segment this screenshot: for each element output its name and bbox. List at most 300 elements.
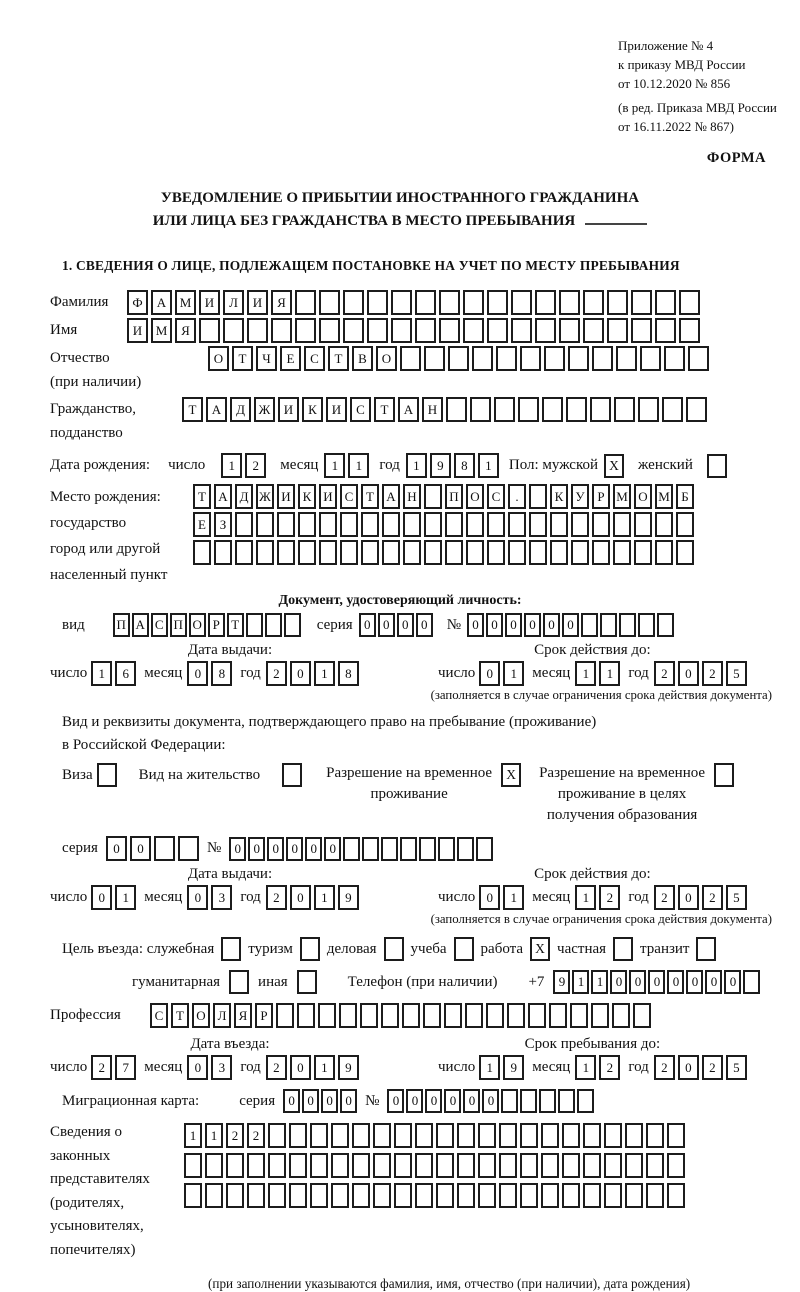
char-cell[interactable]: 8: [454, 453, 475, 478]
char-cell[interactable]: [246, 613, 263, 637]
business-checkbox[interactable]: [221, 937, 241, 961]
char-cell[interactable]: [562, 1153, 580, 1178]
char-cell[interactable]: [361, 540, 379, 565]
char-cell[interactable]: [205, 1153, 223, 1178]
char-cell[interactable]: [613, 540, 631, 565]
char-cell[interactable]: [655, 540, 673, 565]
char-cell[interactable]: И: [247, 290, 268, 315]
char-cell[interactable]: [571, 512, 589, 537]
char-cell[interactable]: [476, 837, 493, 861]
char-cell[interactable]: [472, 346, 493, 371]
char-cell[interactable]: 2: [702, 885, 723, 910]
char-cell[interactable]: [518, 397, 539, 422]
tourism-checkbox[interactable]: [300, 937, 320, 961]
char-cell[interactable]: У: [571, 484, 589, 509]
char-cell[interactable]: [559, 318, 580, 343]
char-cell[interactable]: [310, 1153, 328, 1178]
char-cell[interactable]: 0: [305, 837, 322, 861]
char-cell[interactable]: [520, 1089, 537, 1113]
char-cell[interactable]: 0: [724, 970, 741, 994]
char-cell[interactable]: [415, 290, 436, 315]
char-cell[interactable]: [340, 540, 358, 565]
char-cell[interactable]: И: [319, 484, 337, 509]
char-cell[interactable]: И: [127, 318, 148, 343]
char-cell[interactable]: [298, 540, 316, 565]
char-cell[interactable]: 0: [290, 661, 311, 686]
char-cell[interactable]: 1: [221, 453, 242, 478]
other-purpose-checkbox[interactable]: [297, 970, 317, 994]
char-cell[interactable]: [529, 484, 547, 509]
char-cell[interactable]: [400, 346, 421, 371]
char-cell[interactable]: 3: [211, 885, 232, 910]
char-cell[interactable]: [466, 512, 484, 537]
char-cell[interactable]: 0: [463, 1089, 480, 1113]
char-cell[interactable]: [520, 1183, 538, 1208]
char-cell[interactable]: [616, 346, 637, 371]
char-cell[interactable]: 3: [211, 1055, 232, 1080]
char-cell[interactable]: 5: [726, 661, 747, 686]
char-cell[interactable]: О: [189, 613, 206, 637]
char-cell[interactable]: [381, 1003, 399, 1028]
char-cell[interactable]: [520, 346, 541, 371]
char-cell[interactable]: 1: [348, 453, 369, 478]
char-cell[interactable]: [583, 290, 604, 315]
char-cell[interactable]: [625, 1153, 643, 1178]
char-cell[interactable]: [391, 290, 412, 315]
char-cell[interactable]: [604, 1123, 622, 1148]
char-cell[interactable]: [297, 1003, 315, 1028]
char-cell[interactable]: [235, 512, 253, 537]
char-cell[interactable]: [373, 1153, 391, 1178]
char-cell[interactable]: [535, 290, 556, 315]
char-cell[interactable]: 2: [702, 661, 723, 686]
char-cell[interactable]: Ф: [127, 290, 148, 315]
char-cell[interactable]: [373, 1123, 391, 1148]
char-cell[interactable]: 0: [416, 613, 433, 637]
char-cell[interactable]: [487, 540, 505, 565]
char-cell[interactable]: [487, 290, 508, 315]
char-cell[interactable]: 2: [226, 1123, 244, 1148]
char-cell[interactable]: 0: [290, 885, 311, 910]
char-cell[interactable]: [400, 837, 417, 861]
char-cell[interactable]: [362, 837, 379, 861]
char-cell[interactable]: [496, 346, 517, 371]
char-cell[interactable]: [310, 1123, 328, 1148]
char-cell[interactable]: [424, 512, 442, 537]
char-cell[interactable]: [478, 1153, 496, 1178]
char-cell[interactable]: 1: [575, 1055, 596, 1080]
char-cell[interactable]: [205, 1183, 223, 1208]
char-cell[interactable]: [247, 318, 268, 343]
private-checkbox[interactable]: [613, 937, 633, 961]
char-cell[interactable]: [310, 1183, 328, 1208]
char-cell[interactable]: [223, 318, 244, 343]
char-cell[interactable]: 2: [702, 1055, 723, 1080]
char-cell[interactable]: [646, 1123, 664, 1148]
edu-residence-checkbox[interactable]: [714, 763, 734, 787]
char-cell[interactable]: [470, 397, 491, 422]
char-cell[interactable]: Л: [213, 1003, 231, 1028]
char-cell[interactable]: 2: [654, 885, 675, 910]
char-cell[interactable]: [268, 1123, 286, 1148]
char-cell[interactable]: 5: [726, 885, 747, 910]
char-cell[interactable]: [343, 318, 364, 343]
char-cell[interactable]: О: [466, 484, 484, 509]
char-cell[interactable]: 2: [654, 661, 675, 686]
char-cell[interactable]: 2: [91, 1055, 112, 1080]
char-cell[interactable]: [528, 1003, 546, 1028]
char-cell[interactable]: [394, 1153, 412, 1178]
char-cell[interactable]: [549, 1003, 567, 1028]
char-cell[interactable]: 0: [91, 885, 112, 910]
char-cell[interactable]: 0: [425, 1089, 442, 1113]
char-cell[interactable]: [541, 1153, 559, 1178]
char-cell[interactable]: [415, 1123, 433, 1148]
char-cell[interactable]: [676, 512, 694, 537]
char-cell[interactable]: О: [208, 346, 229, 371]
char-cell[interactable]: [436, 1183, 454, 1208]
char-cell[interactable]: [638, 397, 659, 422]
char-cell[interactable]: 1: [314, 885, 335, 910]
char-cell[interactable]: [667, 1183, 685, 1208]
char-cell[interactable]: 1: [91, 661, 112, 686]
char-cell[interactable]: [289, 1123, 307, 1148]
char-cell[interactable]: [562, 1183, 580, 1208]
char-cell[interactable]: [424, 346, 445, 371]
char-cell[interactable]: [604, 1183, 622, 1208]
char-cell[interactable]: 1: [314, 661, 335, 686]
char-cell[interactable]: [646, 1183, 664, 1208]
char-cell[interactable]: К: [302, 397, 323, 422]
char-cell[interactable]: [487, 512, 505, 537]
char-cell[interactable]: С: [350, 397, 371, 422]
char-cell[interactable]: Т: [227, 613, 244, 637]
char-cell[interactable]: [352, 1123, 370, 1148]
char-cell[interactable]: Р: [592, 484, 610, 509]
char-cell[interactable]: Д: [230, 397, 251, 422]
char-cell[interactable]: [667, 1123, 685, 1148]
char-cell[interactable]: 0: [387, 1089, 404, 1113]
char-cell[interactable]: [581, 613, 598, 637]
char-cell[interactable]: [463, 318, 484, 343]
residence-permit-checkbox[interactable]: [282, 763, 302, 787]
char-cell[interactable]: [541, 1123, 559, 1148]
char-cell[interactable]: [634, 540, 652, 565]
char-cell[interactable]: [566, 397, 587, 422]
char-cell[interactable]: [499, 1123, 517, 1148]
char-cell[interactable]: [361, 512, 379, 537]
char-cell[interactable]: [331, 1183, 349, 1208]
char-cell[interactable]: Т: [171, 1003, 189, 1028]
char-cell[interactable]: [535, 318, 556, 343]
char-cell[interactable]: 0: [397, 613, 414, 637]
char-cell[interactable]: [550, 512, 568, 537]
char-cell[interactable]: М: [613, 484, 631, 509]
char-cell[interactable]: [457, 1153, 475, 1178]
char-cell[interactable]: О: [634, 484, 652, 509]
char-cell[interactable]: А: [214, 484, 232, 509]
char-cell[interactable]: [591, 1003, 609, 1028]
char-cell[interactable]: Т: [232, 346, 253, 371]
char-cell[interactable]: [343, 290, 364, 315]
char-cell[interactable]: 0: [686, 970, 703, 994]
char-cell[interactable]: Т: [328, 346, 349, 371]
char-cell[interactable]: [501, 1089, 518, 1113]
char-cell[interactable]: [319, 540, 337, 565]
char-cell[interactable]: [419, 837, 436, 861]
char-cell[interactable]: [352, 1153, 370, 1178]
char-cell[interactable]: Т: [193, 484, 211, 509]
char-cell[interactable]: 1: [575, 885, 596, 910]
char-cell[interactable]: 0: [705, 970, 722, 994]
char-cell[interactable]: 0: [324, 837, 341, 861]
char-cell[interactable]: [339, 1003, 357, 1028]
char-cell[interactable]: 6: [115, 661, 136, 686]
char-cell[interactable]: [499, 1183, 517, 1208]
work-checkbox[interactable]: X: [530, 937, 550, 961]
char-cell[interactable]: [184, 1183, 202, 1208]
char-cell[interactable]: [394, 1183, 412, 1208]
char-cell[interactable]: [562, 1123, 580, 1148]
char-cell[interactable]: [360, 1003, 378, 1028]
char-cell[interactable]: 2: [247, 1123, 265, 1148]
char-cell[interactable]: 8: [211, 661, 232, 686]
char-cell[interactable]: С: [487, 484, 505, 509]
char-cell[interactable]: [402, 1003, 420, 1028]
char-cell[interactable]: [655, 290, 676, 315]
char-cell[interactable]: [559, 290, 580, 315]
char-cell[interactable]: [289, 1183, 307, 1208]
char-cell[interactable]: 0: [524, 613, 541, 637]
char-cell[interactable]: [600, 613, 617, 637]
char-cell[interactable]: [520, 1123, 538, 1148]
char-cell[interactable]: [277, 512, 295, 537]
char-cell[interactable]: [638, 613, 655, 637]
char-cell[interactable]: [655, 318, 676, 343]
char-cell[interactable]: А: [206, 397, 227, 422]
char-cell[interactable]: 0: [505, 613, 522, 637]
char-cell[interactable]: [662, 397, 683, 422]
char-cell[interactable]: [640, 346, 661, 371]
char-cell[interactable]: [583, 318, 604, 343]
char-cell[interactable]: [478, 1123, 496, 1148]
char-cell[interactable]: [631, 290, 652, 315]
char-cell[interactable]: И: [326, 397, 347, 422]
char-cell[interactable]: [319, 512, 337, 537]
humanitarian-checkbox[interactable]: [229, 970, 249, 994]
char-cell[interactable]: Ж: [254, 397, 275, 422]
char-cell[interactable]: [688, 346, 709, 371]
char-cell[interactable]: [295, 290, 316, 315]
char-cell[interactable]: 0: [406, 1089, 423, 1113]
char-cell[interactable]: И: [278, 397, 299, 422]
char-cell[interactable]: 0: [667, 970, 684, 994]
char-cell[interactable]: [478, 1183, 496, 1208]
char-cell[interactable]: [268, 1183, 286, 1208]
char-cell[interactable]: [592, 540, 610, 565]
char-cell[interactable]: П: [113, 613, 130, 637]
char-cell[interactable]: Д: [235, 484, 253, 509]
char-cell[interactable]: [445, 540, 463, 565]
char-cell[interactable]: Е: [193, 512, 211, 537]
char-cell[interactable]: Т: [182, 397, 203, 422]
char-cell[interactable]: [558, 1089, 575, 1113]
business-trip-checkbox[interactable]: [384, 937, 404, 961]
char-cell[interactable]: Я: [234, 1003, 252, 1028]
char-cell[interactable]: [235, 540, 253, 565]
char-cell[interactable]: [415, 1183, 433, 1208]
char-cell[interactable]: [289, 1153, 307, 1178]
char-cell[interactable]: Ж: [256, 484, 274, 509]
char-cell[interactable]: 0: [482, 1089, 499, 1113]
char-cell[interactable]: 0: [187, 661, 208, 686]
char-cell[interactable]: А: [132, 613, 149, 637]
char-cell[interactable]: [667, 1153, 685, 1178]
char-cell[interactable]: [613, 512, 631, 537]
char-cell[interactable]: С: [151, 613, 168, 637]
char-cell[interactable]: К: [550, 484, 568, 509]
char-cell[interactable]: [415, 1153, 433, 1178]
char-cell[interactable]: [265, 613, 282, 637]
char-cell[interactable]: П: [445, 484, 463, 509]
char-cell[interactable]: [577, 1089, 594, 1113]
char-cell[interactable]: Е: [280, 346, 301, 371]
char-cell[interactable]: [319, 318, 340, 343]
char-cell[interactable]: 0: [286, 837, 303, 861]
char-cell[interactable]: [436, 1153, 454, 1178]
char-cell[interactable]: 1: [184, 1123, 202, 1148]
char-cell[interactable]: [511, 290, 532, 315]
char-cell[interactable]: К: [298, 484, 316, 509]
char-cell[interactable]: [226, 1153, 244, 1178]
char-cell[interactable]: [352, 1183, 370, 1208]
char-cell[interactable]: М: [175, 290, 196, 315]
char-cell[interactable]: 0: [267, 837, 284, 861]
char-cell[interactable]: С: [150, 1003, 168, 1028]
char-cell[interactable]: 0: [340, 1089, 357, 1113]
visa-checkbox[interactable]: [97, 763, 117, 787]
char-cell[interactable]: [423, 1003, 441, 1028]
char-cell[interactable]: 0: [283, 1089, 300, 1113]
char-cell[interactable]: [583, 1153, 601, 1178]
char-cell[interactable]: 5: [726, 1055, 747, 1080]
char-cell[interactable]: 0: [678, 661, 699, 686]
char-cell[interactable]: [625, 1123, 643, 1148]
char-cell[interactable]: [438, 837, 455, 861]
char-cell[interactable]: [508, 540, 526, 565]
char-cell[interactable]: [331, 1123, 349, 1148]
char-cell[interactable]: [583, 1183, 601, 1208]
char-cell[interactable]: [529, 512, 547, 537]
char-cell[interactable]: 1: [503, 885, 524, 910]
char-cell[interactable]: [539, 1089, 556, 1113]
char-cell[interactable]: [367, 318, 388, 343]
char-cell[interactable]: [529, 540, 547, 565]
char-cell[interactable]: 0: [106, 836, 127, 861]
char-cell[interactable]: [154, 836, 175, 861]
char-cell[interactable]: [178, 836, 199, 861]
char-cell[interactable]: [499, 1153, 517, 1178]
char-cell[interactable]: Р: [208, 613, 225, 637]
study-checkbox[interactable]: [454, 937, 474, 961]
char-cell[interactable]: [193, 540, 211, 565]
char-cell[interactable]: .: [508, 484, 526, 509]
char-cell[interactable]: [657, 613, 674, 637]
char-cell[interactable]: 1: [503, 661, 524, 686]
char-cell[interactable]: 0: [359, 613, 376, 637]
char-cell[interactable]: [664, 346, 685, 371]
char-cell[interactable]: 0: [648, 970, 665, 994]
char-cell[interactable]: И: [199, 290, 220, 315]
char-cell[interactable]: С: [304, 346, 325, 371]
char-cell[interactable]: [277, 540, 295, 565]
char-cell[interactable]: [439, 318, 460, 343]
char-cell[interactable]: Р: [255, 1003, 273, 1028]
char-cell[interactable]: [381, 837, 398, 861]
char-cell[interactable]: [457, 1183, 475, 1208]
char-cell[interactable]: [391, 318, 412, 343]
char-cell[interactable]: [487, 318, 508, 343]
char-cell[interactable]: [415, 318, 436, 343]
char-cell[interactable]: [256, 540, 274, 565]
char-cell[interactable]: [463, 290, 484, 315]
char-cell[interactable]: [439, 290, 460, 315]
char-cell[interactable]: [507, 1003, 525, 1028]
char-cell[interactable]: 2: [245, 453, 266, 478]
char-cell[interactable]: А: [151, 290, 172, 315]
char-cell[interactable]: [331, 1153, 349, 1178]
char-cell[interactable]: С: [340, 484, 358, 509]
char-cell[interactable]: [403, 512, 421, 537]
char-cell[interactable]: [631, 318, 652, 343]
char-cell[interactable]: 2: [266, 661, 287, 686]
char-cell[interactable]: [486, 1003, 504, 1028]
char-cell[interactable]: [214, 540, 232, 565]
char-cell[interactable]: Н: [403, 484, 421, 509]
char-cell[interactable]: [424, 540, 442, 565]
char-cell[interactable]: 9: [553, 970, 570, 994]
char-cell[interactable]: [590, 397, 611, 422]
char-cell[interactable]: [436, 1123, 454, 1148]
male-checkbox[interactable]: X: [604, 454, 624, 478]
char-cell[interactable]: [511, 318, 532, 343]
char-cell[interactable]: 1: [479, 1055, 500, 1080]
char-cell[interactable]: [633, 1003, 651, 1028]
char-cell[interactable]: 1: [314, 1055, 335, 1080]
char-cell[interactable]: 2: [266, 885, 287, 910]
char-cell[interactable]: Я: [271, 290, 292, 315]
char-cell[interactable]: 0: [467, 613, 484, 637]
char-cell[interactable]: 2: [654, 1055, 675, 1080]
char-cell[interactable]: 0: [187, 885, 208, 910]
transit-checkbox[interactable]: [696, 937, 716, 961]
char-cell[interactable]: 8: [338, 661, 359, 686]
char-cell[interactable]: 1: [324, 453, 345, 478]
char-cell[interactable]: [592, 346, 613, 371]
char-cell[interactable]: [465, 1003, 483, 1028]
char-cell[interactable]: [382, 540, 400, 565]
char-cell[interactable]: 1: [599, 661, 620, 686]
char-cell[interactable]: 0: [130, 836, 151, 861]
char-cell[interactable]: Ч: [256, 346, 277, 371]
char-cell[interactable]: [655, 512, 673, 537]
char-cell[interactable]: 1: [575, 661, 596, 686]
char-cell[interactable]: Я: [175, 318, 196, 343]
char-cell[interactable]: 0: [610, 970, 627, 994]
char-cell[interactable]: 7: [115, 1055, 136, 1080]
char-cell[interactable]: [226, 1183, 244, 1208]
char-cell[interactable]: [571, 540, 589, 565]
